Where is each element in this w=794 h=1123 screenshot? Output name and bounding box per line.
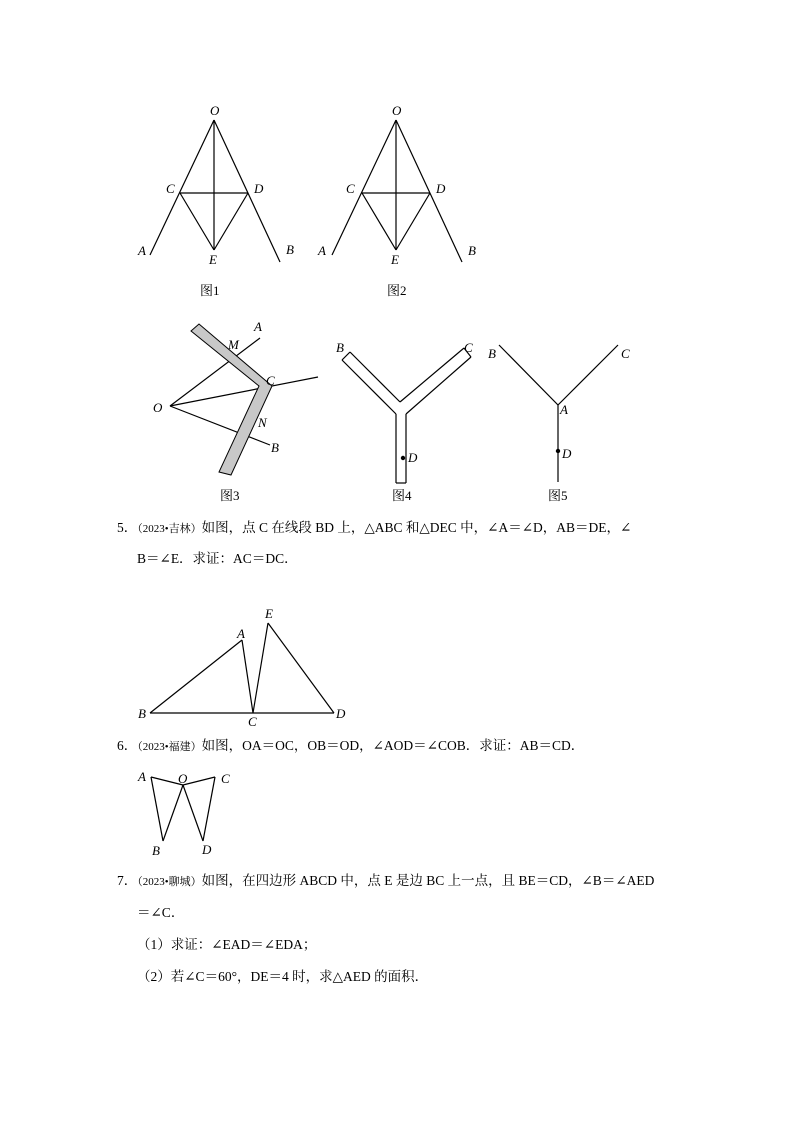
- fig4-caption: 图4: [392, 488, 412, 503]
- figq5-label-d: D: [336, 706, 346, 721]
- figure-q6-lines: [151, 777, 215, 841]
- question-7-number: 7．: [117, 873, 138, 888]
- figure-5-lines: [499, 345, 618, 482]
- figure-4-outline: [342, 348, 471, 483]
- fig3-label-c: C: [266, 373, 275, 388]
- fig4-label-c: C: [464, 340, 473, 355]
- fig5-label-d: D: [562, 446, 572, 461]
- question-6-source: （2023•福建）: [137, 741, 202, 753]
- question-6-number: 6．: [117, 738, 138, 753]
- question-5-text-2: B＝∠E．求证：AC＝DC．: [137, 551, 298, 566]
- figq5-label-a: A: [237, 626, 245, 641]
- question-7-line-2: [137, 903, 184, 923]
- fig3-label-b: B: [271, 440, 279, 455]
- fig5-label-c: C: [621, 346, 630, 361]
- figq6-label-c: C: [221, 771, 230, 786]
- figure-1: [130, 100, 310, 300]
- fig2-label-e: E: [391, 252, 399, 267]
- question-7-part-2: [137, 967, 428, 987]
- question-7-text-2: ＝∠C．: [137, 905, 185, 920]
- question-7-part-1-text: （1）求证：∠EAD＝∠EDA；: [137, 937, 317, 952]
- fig4-label-d: D: [408, 450, 418, 465]
- fig5-label-b: B: [488, 346, 496, 361]
- fig2-label-c: C: [346, 181, 355, 196]
- figq5-label-c: C: [248, 714, 257, 729]
- question-7-part-1: [137, 935, 316, 955]
- fig4-label-b: B: [336, 340, 344, 355]
- fig2-label-d: D: [436, 181, 446, 196]
- fig2-caption: 图2: [387, 283, 407, 298]
- question-6-text-1: 如图，OA＝OC，OB＝OD，∠AOD＝∠COB．求证：AB＝CD．: [201, 738, 585, 753]
- figq6-label-a: A: [138, 769, 146, 784]
- fig3-label-m: M: [228, 337, 239, 352]
- fig3-caption: 图3: [220, 488, 240, 503]
- fig5-label-a: A: [560, 402, 568, 417]
- figure-3: [140, 310, 340, 510]
- question-7-part-2-text: （2）若∠C＝60°，DE＝4 时，求△AED 的面积．: [137, 969, 429, 984]
- figq6-label-d: D: [202, 842, 212, 857]
- question-5-line-1: [117, 518, 631, 539]
- fig1-label-e: E: [209, 252, 217, 267]
- figq5-label-e: E: [265, 606, 273, 621]
- figq6-label-o: O: [178, 771, 188, 786]
- question-5-source: （2023•吉林）: [137, 523, 202, 535]
- fig4-point-d: [401, 456, 405, 460]
- fig1-caption: 图1: [200, 283, 220, 298]
- fig2-label-b: B: [468, 243, 476, 258]
- fig1-label-b: B: [286, 242, 294, 257]
- fig5-point-d: [556, 449, 560, 453]
- fig1-label-a: A: [138, 243, 146, 258]
- question-5-number: 5．: [117, 520, 138, 535]
- fig2-label-o: O: [392, 103, 402, 118]
- fig2-label-a: A: [318, 243, 326, 258]
- figure-question-6: [135, 765, 245, 860]
- fig3-label-o: O: [153, 400, 163, 415]
- figure-2: [312, 100, 492, 300]
- fig3-label-a: A: [254, 319, 262, 334]
- question-7-text-1: 如图，在四边形 ABCD 中，点 E 是边 BC 上一点，且 BE＝CD，∠B＝∠AED: [201, 873, 655, 888]
- figure-question-5: [130, 600, 360, 730]
- figure-5: [485, 335, 645, 510]
- question-5-line-2: [137, 549, 298, 569]
- question-7-line-1: [117, 871, 654, 892]
- figq6-label-b: B: [152, 843, 160, 858]
- fig1-label-c: C: [166, 181, 175, 196]
- question-7-source: （2023•聊城）: [137, 876, 202, 888]
- figq5-label-b: B: [138, 706, 146, 721]
- fig3-label-n: N: [258, 415, 267, 430]
- fig1-label-o: O: [210, 103, 220, 118]
- fig1-label-d: D: [254, 181, 264, 196]
- figure-4: [330, 335, 490, 510]
- fig5-caption: 图5: [548, 488, 568, 503]
- question-5-text-1: 如图，点 C 在线段 BD 上，△ABC 和△DEC 中，∠A＝∠D，AB＝DE，∠: [201, 520, 632, 535]
- question-6-line-1: [117, 736, 584, 757]
